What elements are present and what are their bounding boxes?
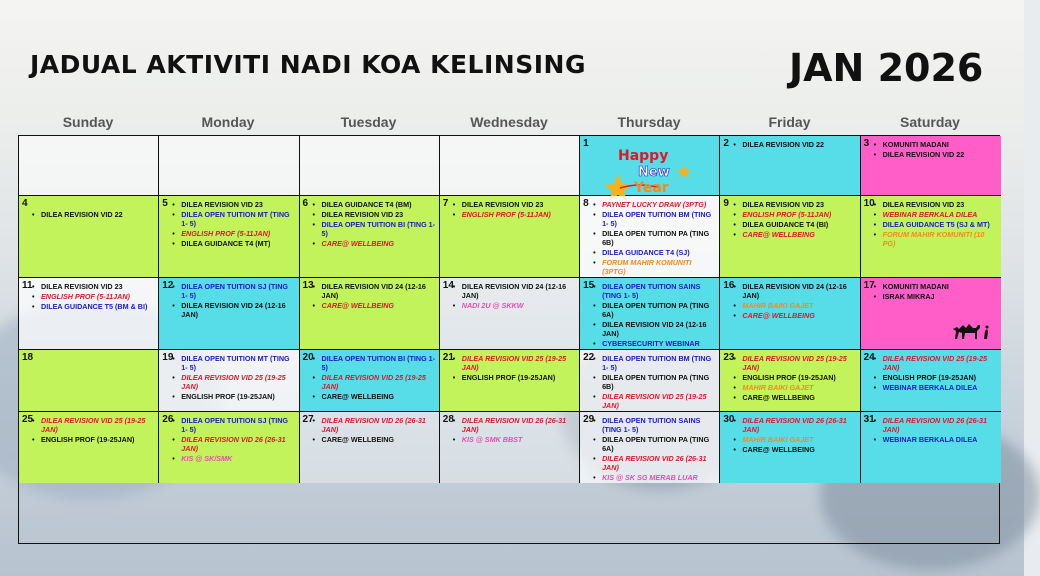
event-list	[593, 200, 716, 276]
event-item: • CARE@ WELLBEING	[733, 230, 856, 239]
event-item: • DILEA REVISION VID 26 (26-31 JAN)	[874, 416, 998, 434]
day-number: 2	[723, 138, 729, 149]
weekday-friday: Friday	[768, 114, 811, 130]
event-item: • DILEA OPEN TUITION BI (TING 1- 5)	[313, 354, 436, 372]
weekday-thursday: Thursday	[617, 114, 681, 130]
event-item: • DILEA REVISION VID 23	[313, 210, 436, 219]
event-item: • DILEA REVISION VID 26 (26-31 JAN)	[453, 416, 576, 434]
event-item: • DILEA OPEN TUITION MT (TING 1- 5)	[172, 354, 295, 372]
event-item: • ENGLISH PROF (5-11JAN)	[733, 210, 856, 219]
event-list	[874, 354, 998, 392]
day-number: 19	[162, 352, 174, 363]
event-list	[874, 140, 998, 159]
calendar-day-28[interactable]	[440, 412, 580, 483]
calendar-day-20[interactable]	[300, 350, 440, 412]
event-item: • ISRAK MIKRAJ	[874, 292, 998, 301]
day-number: 23	[723, 352, 735, 363]
event-list	[733, 200, 856, 239]
weekday-sunday: Sunday	[62, 114, 114, 130]
calendar-day-7[interactable]	[440, 196, 580, 278]
day-number: 31	[863, 414, 875, 425]
event-item: • ENGLISH PROF (5-11JAN)	[172, 229, 295, 238]
event-list	[453, 282, 576, 310]
event-item: • CARE@ WELLBEING	[313, 239, 436, 248]
event-item: • DILEA REVISION VID 25 (19-25 JAN)	[172, 373, 295, 391]
event-list	[313, 200, 436, 248]
calendar-cell-empty	[19, 136, 159, 196]
event-list	[733, 282, 856, 320]
event-list	[593, 282, 716, 348]
day-number: 12	[162, 280, 174, 291]
event-item: • DILEA REVISION VID 23	[32, 282, 155, 291]
event-list	[313, 354, 436, 401]
event-item: • CARE@ WELLBEING	[733, 311, 856, 320]
event-list	[172, 416, 295, 463]
calendar-day-25[interactable]	[19, 412, 159, 483]
event-item: • DILEA REVISION VID 25 (19-25 JAN)	[313, 373, 436, 391]
event-list	[453, 354, 576, 382]
event-list	[313, 416, 436, 444]
event-item: • DILEA REVISION VID 25 (19-25 JAN)	[32, 416, 155, 434]
event-item: • DILEA OPEN TUITION SAINS (TING 1- 5)	[593, 416, 716, 434]
event-item: • WEBINAR BERKALA DILEA	[874, 210, 998, 219]
day-number: 29	[583, 414, 595, 425]
event-list	[32, 282, 155, 311]
calendar-day-8[interactable]	[580, 196, 720, 278]
day-number: 22	[583, 352, 595, 363]
event-item: • DILEA REVISION VID 25 (19-25 JAN)	[453, 354, 576, 372]
event-item: • DILEA REVISION VID 24 (12-16 JAN)	[172, 301, 295, 319]
event-item: • PAYNET LUCKY DRAW (3PTG)	[593, 200, 716, 209]
calendar-day-11[interactable]	[19, 278, 159, 350]
event-item: • FORUM MAHIR KOMUNITI (3PTG)	[593, 258, 716, 276]
calendar-day-26[interactable]	[159, 412, 299, 483]
event-item: • CYBERSECURITY WEBINAR	[593, 339, 716, 348]
calendar-day-2[interactable]	[720, 136, 860, 196]
event-item: • WEBINAR BERKALA DILEA	[874, 383, 998, 392]
event-list	[32, 416, 155, 444]
event-item: • DILEA REVISION VID 23	[453, 200, 576, 209]
new-year-word-year: Year	[634, 180, 669, 196]
new-year-word-new: New	[638, 165, 670, 180]
event-item: • ENGLISH PROF (5-11JAN)	[453, 210, 576, 219]
day-number: 14	[442, 280, 454, 291]
event-list	[593, 416, 716, 482]
event-item: • DILEA REVISION VID 26 (26-31 JAN)	[313, 416, 436, 434]
event-item: • DILEA REVISION VID 24 (12-16 JAN)	[733, 282, 856, 300]
calendar-day-9[interactable]	[720, 196, 860, 278]
event-list	[32, 210, 155, 219]
calendar-day-16[interactable]	[720, 278, 860, 350]
day-number: 4	[22, 198, 28, 209]
event-item: • DILEA GUIDANCE T4 (BI)	[733, 220, 856, 229]
event-item: • DILEA OPEN TUITION PA (TING 6A)	[593, 301, 716, 319]
day-number: 11	[22, 280, 33, 291]
day-number: 8	[583, 198, 589, 209]
event-item: • DILEA REVISION VID 24 (12-16 JAN)	[453, 282, 576, 300]
calendar-day-21[interactable]	[440, 350, 580, 412]
event-item: • DILEA REVISION VID 26 (26-31 JAN)	[593, 454, 716, 472]
event-list	[733, 354, 856, 402]
event-item: • DILEA OPEN TUITION SJ (TING 1- 5)	[172, 282, 295, 300]
day-number: 7	[442, 198, 449, 209]
event-item: • ENGLISH PROF (19-25JAN)	[453, 373, 576, 382]
calendar-cell-empty	[440, 136, 580, 196]
event-item: • WEBINAR BERKALA DILEA	[874, 435, 998, 444]
event-item: • CARE@ WELLBEING	[313, 301, 436, 310]
event-item: • ENGLISH PROF (5-11JAN)	[32, 292, 155, 301]
event-item: • DILEA REVISION VID 26 (26-31 JAN)	[733, 416, 856, 434]
event-list	[172, 282, 295, 319]
event-item: • DILEA OPEN TUITION BI (TING 1- 5)	[313, 220, 436, 238]
calendar-cell-empty	[300, 136, 440, 196]
day-number: 27	[302, 414, 314, 425]
calendar-grid	[18, 135, 1000, 544]
day-number: 9	[723, 198, 729, 209]
event-item: • DILEA GUIDANCE T5 (SJ & MT)	[874, 220, 998, 229]
event-item: • DILEA REVISION VID 26 (26-31 JAN)	[172, 435, 295, 453]
calendar-day-24[interactable]	[861, 350, 1001, 412]
day-number: 13	[302, 280, 314, 291]
happy-new-year-graphic	[600, 144, 696, 202]
day-number: 25	[22, 414, 34, 425]
day-number: 26	[162, 414, 174, 425]
calendar-day-17[interactable]	[861, 278, 1001, 350]
calendar-cell-empty	[159, 136, 299, 196]
day-number: 5	[162, 198, 168, 209]
calendar-day-4[interactable]	[19, 196, 159, 278]
weekday-monday: Monday	[201, 114, 255, 130]
month-title: JAN 2026	[789, 46, 984, 90]
event-item: • DILEA OPEN TUITION PA (TING 6B)	[593, 229, 716, 247]
event-item: • MAHIR BAIKI GAJET	[733, 435, 856, 444]
day-number: 28	[442, 414, 454, 425]
event-item: • DILEA OPEN TUITION BM (TING 1- 5)	[593, 354, 716, 372]
event-list	[172, 200, 295, 248]
camel-icon	[951, 319, 991, 341]
event-item: • DILEA REVISION VID 25 (19-25 JAN)	[874, 354, 998, 372]
calendar-day-29[interactable]	[580, 412, 720, 483]
event-item: • KIS @ SMK BBST	[453, 435, 576, 444]
event-item: • ENGLISH PROF (19-25JAN)	[32, 435, 155, 444]
calendar-day-15[interactable]	[580, 278, 720, 350]
day-number: 1	[583, 138, 589, 149]
event-item: • DILEA REVISION VID 23	[172, 200, 295, 209]
calendar-day-22[interactable]	[580, 350, 720, 412]
new-year-word-happy: Happy	[618, 148, 669, 164]
event-item: • NADI 2U @ SKKW	[453, 301, 576, 310]
calendar-day-13[interactable]	[300, 278, 440, 350]
calendar-day-10[interactable]	[861, 196, 1001, 278]
calendar-day-19[interactable]	[159, 350, 299, 412]
event-item: • FORUM MAHIR KOMUNITI (10 PG)	[874, 230, 998, 248]
day-number: 17	[863, 280, 875, 291]
event-item: • KIS @ SK/SMK	[172, 454, 295, 463]
event-list	[172, 354, 295, 401]
calendar-day-14[interactable]	[440, 278, 580, 350]
calendar-day-6[interactable]	[300, 196, 440, 278]
page-title: JADUAL AKTIVITI NADI KOA KELINSING	[30, 50, 586, 79]
day-number: 10	[863, 198, 875, 209]
event-item: • DILEA OPEN TUITION PA (TING 6A)	[593, 435, 716, 453]
calendar-day-30[interactable]	[720, 412, 860, 483]
event-item: • DILEA REVISION VID 24 (12-16 JAN)	[313, 282, 436, 300]
event-item: • DILEA OPEN TUITION SJ (TING 1- 5)	[172, 416, 295, 434]
event-item: • DILEA REVISION VID 23	[733, 200, 856, 209]
event-item: • ENGLISH PROF (19-25JAN)	[172, 392, 295, 401]
event-item: • DILEA GUIDANCE T4 (BM)	[313, 200, 436, 209]
calendar-day-1[interactable]	[580, 136, 720, 196]
event-item: • CARE@ WELLBEING	[313, 435, 436, 444]
calendar-day-5[interactable]	[159, 196, 299, 278]
event-item: • KOMUNITI MADANI	[874, 282, 998, 291]
calendar-day-27[interactable]	[300, 412, 440, 483]
event-list	[453, 416, 576, 444]
event-list	[733, 416, 856, 454]
event-item: • DILEA OPEN TUITION SAINS (TING 1- 5)	[593, 282, 716, 300]
event-item: • ENGLISH PROF (19-25JAN)	[874, 373, 998, 382]
day-number: 16	[723, 280, 735, 291]
event-list	[874, 416, 998, 444]
event-item: • DILEA REVISION VID 22	[874, 150, 998, 159]
weekday-tuesday: Tuesday	[340, 114, 397, 130]
event-item: • CARE@ WELLBEING	[733, 393, 856, 402]
day-number: 20	[302, 352, 314, 363]
event-item: • KOMUNITI MADANI	[874, 140, 998, 149]
weekday-wednesday: Wednesday	[470, 114, 548, 130]
event-item: • DILEA REVISION VID 22	[733, 140, 856, 149]
event-item: • ENGLISH PROF (19-25JAN)	[733, 373, 856, 382]
event-item: • DILEA GUIDANCE T4 (MT)	[172, 239, 295, 248]
day-number: 15	[583, 280, 595, 291]
event-item: • CARE@ WELLBEING	[313, 392, 436, 401]
day-number: 3	[863, 138, 870, 149]
event-item: • DILEA REVISION VID 24 (12-16 JAN)	[593, 320, 716, 338]
calendar-day-3[interactable]	[861, 136, 1001, 196]
star-icon	[677, 165, 691, 178]
day-number: 24	[863, 352, 875, 363]
event-list	[593, 354, 716, 410]
day-number: 18	[22, 352, 34, 363]
event-item: • DILEA OPEN TUITION MT (TING 1- 5)	[172, 210, 295, 228]
weekday-saturday: Saturday	[900, 114, 960, 130]
event-list	[874, 282, 998, 301]
calendar-day-12[interactable]	[159, 278, 299, 350]
calendar-day-31[interactable]	[861, 412, 1001, 483]
event-list	[313, 282, 436, 310]
day-number: 30	[723, 414, 735, 425]
calendar-day-23[interactable]	[720, 350, 860, 412]
event-item: • MAHIR BAIKI GAJET	[733, 383, 856, 392]
event-item: • CARE@ WELLBEING	[733, 445, 856, 454]
day-number: 6	[302, 198, 309, 209]
event-item: • DILEA REVISION VID 25 (19-25 JAN)	[593, 392, 716, 410]
day-number: 21	[442, 352, 454, 363]
event-item: • DILEA GUIDANCE T5 (BM & BI)	[32, 302, 155, 311]
event-item: • MAHIR BAIKI GAJET	[733, 301, 856, 310]
event-item: • KIS @ SK SG MERAB LUAR	[593, 473, 716, 482]
event-item: • DILEA OPEN TUITION BM (TING 1- 5)	[593, 210, 716, 228]
event-list	[453, 200, 576, 219]
event-item: • DILEA REVISION VID 23	[874, 200, 998, 209]
event-item: • DILEA REVISION VID 25 (19-25 JAN)	[733, 354, 856, 372]
calendar-day-18[interactable]	[19, 350, 159, 412]
event-list	[874, 200, 998, 248]
event-item: • DILEA REVISION VID 22	[32, 210, 155, 219]
event-item: • DILEA GUIDANCE T4 (SJ)	[593, 248, 716, 257]
event-item: • DILEA OPEN TUITION PA (TING 6B)	[593, 373, 716, 391]
event-list	[733, 140, 856, 149]
